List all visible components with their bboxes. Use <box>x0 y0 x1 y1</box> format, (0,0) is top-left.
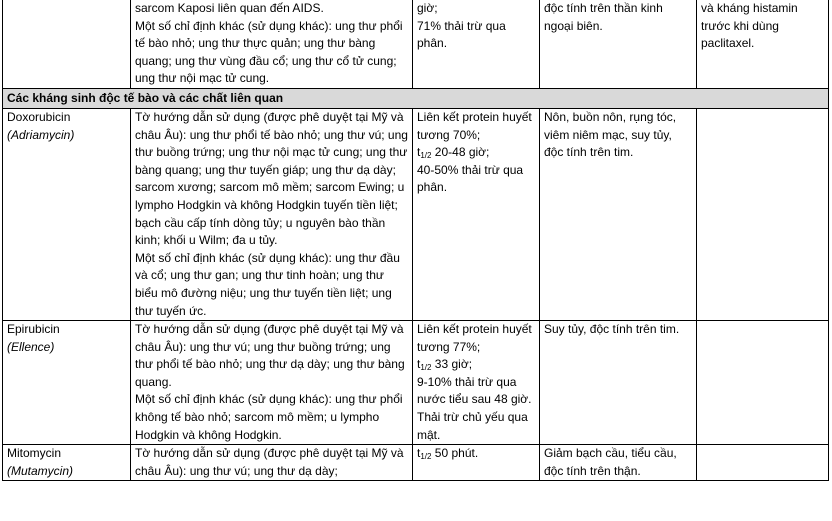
notes-cell: và kháng histamin trước khi dùng paclitaxel. <box>697 0 829 88</box>
table-row <box>3 321 829 445</box>
pharmacokinetics-cell: $t_{1/2}$ 50 phút. <box>413 445 540 481</box>
drug-name-cell <box>3 108 131 320</box>
notes-cell <box>697 445 829 481</box>
adverse-effects-cell: Giảm bạch cầu, tiểu cầu, độc tính trên thận. <box>540 445 697 481</box>
pharmacokinetics-cell: Liên kết protein huyết tương 77%; $t_{1/2}$ 33 giờ; 9-10% thải trừ qua nước tiểu sau 48 giờ. Thải trừ chủ yếu qua mật. <box>413 321 540 445</box>
pharmacokinetics-cell: giờ; 71% thải trừ qua phân. <box>413 0 540 88</box>
drug-name: Mitomycin <box>7 446 62 461</box>
section-header-row <box>3 88 829 108</box>
section-title: Các kháng sinh độc tế bào và các chất liên quan <box>3 88 829 108</box>
indication-cell: Tờ hướng dẫn sử dụng (được phê duyệt tại Mỹ và châu Âu): ung thư phổi tế bào nhỏ; ung thư vú; ung thư buồng trứng; ung thư nội mạc tử cung; ung thư bàng quang; ung thư tuyến giáp; ung thư dạ dày; sarcom xương; sarcom mô mềm; sarcom Ewing; u lympho Hodgkin và không Hodgkin tuyến tiền liệt; bạch cầu cấp tính dòng tủy; u nguyên bào thần kinh; khối u Wilm; đa u tủy. Một số chỉ định khác (sử dụng khác): ung thư đầu và cổ; ung thư gan; ung thư tinh hoàn; ung thư biểu mô đường niệu; ung thư tuyến tiền liệt; ung thư tuyến ức. <box>131 108 413 320</box>
notes-cell <box>697 321 829 445</box>
table-row <box>3 0 829 88</box>
drug-table <box>2 0 829 481</box>
brand-name: (Adriamycin) <box>7 127 75 142</box>
indication-cell: Tờ hướng dẫn sử dụng (được phê duyệt tại Mỹ và châu Âu): ung thư vú; ung thư dạ dày; <box>131 445 413 481</box>
drug-name-cell <box>3 0 131 88</box>
notes-cell <box>697 108 829 320</box>
adverse-effects-cell: Nôn, buồn nôn, rụng tóc, viêm niêm mạc, suy tủy, độc tính trên tim. <box>540 108 697 320</box>
brand-name: (Ellence) <box>7 339 55 354</box>
drug-name: Doxorubicin <box>7 109 71 124</box>
table-row <box>3 108 829 320</box>
drug-name: Epirubicin <box>7 322 60 337</box>
table-row <box>3 445 829 481</box>
brand-name: (Mutamycin) <box>7 463 74 478</box>
indication-cell: Tờ hướng dẫn sử dụng (được phê duyệt tại Mỹ và châu Âu): ung thư vú; ung thư buồng trứng; ung thư phổi tế bào nhỏ; ung thư dạ dày; ung thư bàng quang. Một số chỉ định khác (sử dụng khác): ung thư phổi không tế bào nhỏ; sarcom mô mềm; u lympho Hodgkin và không Hodgkin. <box>131 321 413 445</box>
adverse-effects-cell: Suy tủy, độc tính trên tim. <box>540 321 697 445</box>
adverse-effects-cell: độc tính trên thần kinh ngoại biên. <box>540 0 697 88</box>
drug-name-cell <box>3 321 131 445</box>
drug-name-cell <box>3 445 131 481</box>
pharmacokinetics-cell: Liên kết protein huyết tương 70%; $t_{1/2}$ 20-48 giờ; 40-50% thải trừ qua phân. <box>413 108 540 320</box>
indication-cell: sarcom Kaposi liên quan đến AIDS. Một số chỉ định khác (sử dụng khác): ung thư phổi tế bào nhỏ; ung thư thực quản; ung thư bàng quang; ung thư vùng đầu cổ; ung thư cổ tử cung; ung thư nội mạc tử cung. <box>131 0 413 88</box>
